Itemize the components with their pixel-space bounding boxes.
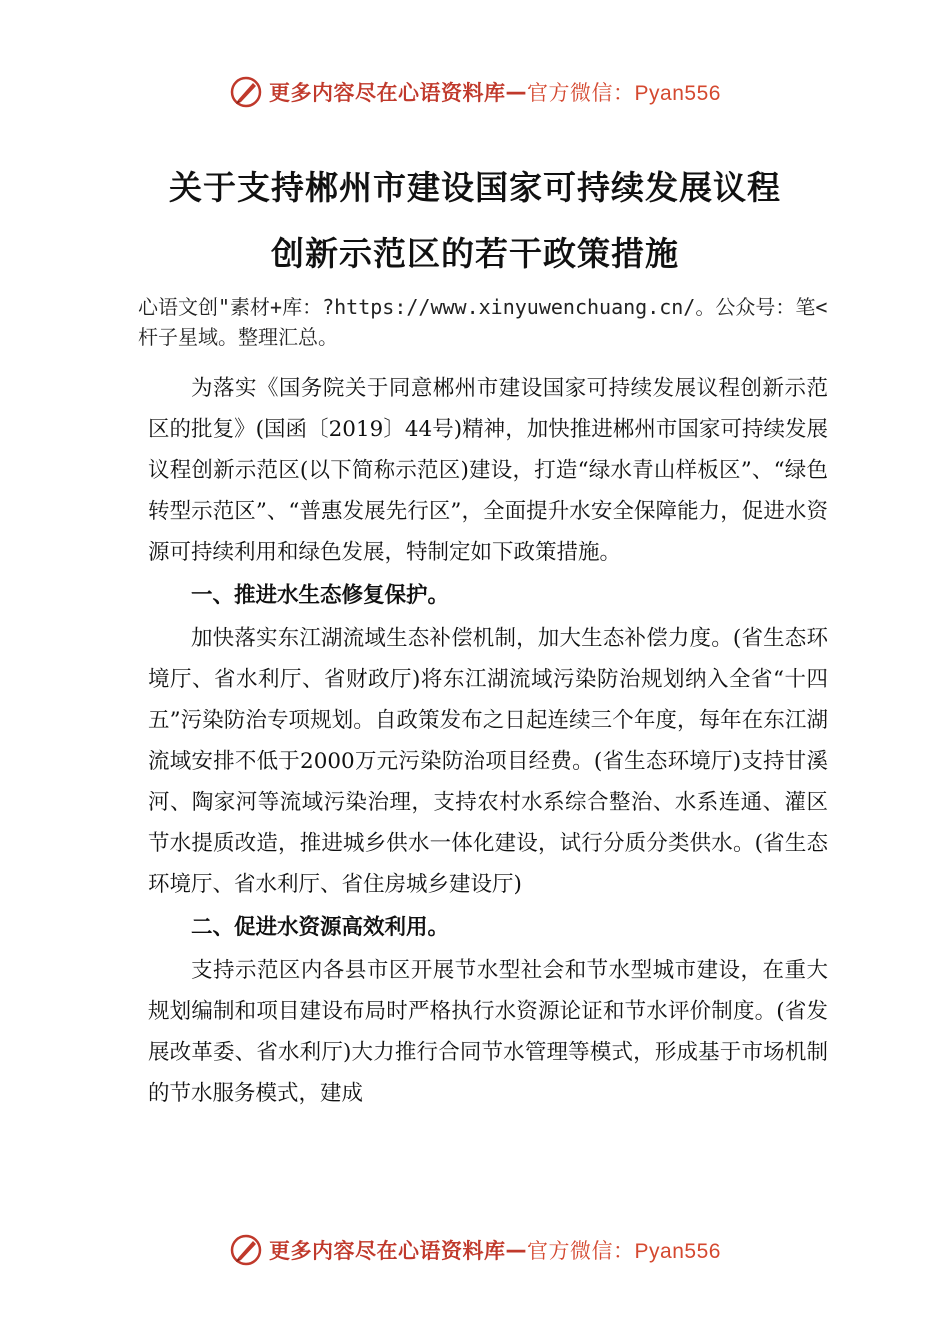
banner-contact-text: 官方微信：Pyan556 xyxy=(527,1240,721,1263)
section-1-paragraph: 加快落实东江湖流域生态补偿机制，加大生态补偿力度。(省生态环境厅、省水利厅、省财政厅)将东江湖流域污染防治规划纳入全省“十四五”污染防治专项规划。自政策发布之日起连续三个年度，每年在东江湖流域安排不低于2000万元污染防治项目经费。(省生态环境厅)支持甘溪河、陶家河等流域污染治理，支持农村水系综合整治、水系连通、灌区节水提质改造，推进城乡供水一体化建设，试行分质分类供水。(省生态环境厅、省水利厅、省住房城乡建设厅) xyxy=(148,626,828,897)
header-watermark-banner xyxy=(0,72,950,112)
banner-contact-text: 官方微信：Pyan556 xyxy=(527,82,721,105)
section-1-heading: 一、推进水生态修复保护。 xyxy=(191,583,450,608)
source-note: 心语文创"素材+库：?https://www.xinyuwenchuang.cn/。公众号：笔<杆子星域。整理汇总。 xyxy=(138,295,828,349)
section-2-heading: 二、促进水资源高效利用。 xyxy=(191,915,450,940)
banner-separator: — xyxy=(505,80,528,104)
banner-brand-text: 更多内容尽在心语资料库 xyxy=(269,1239,506,1263)
document-body xyxy=(148,368,828,1114)
pen-logo-icon xyxy=(229,1233,263,1267)
document-title-line-1: 关于支持郴州市建设国家可持续发展议程 xyxy=(169,168,781,207)
footer-watermark-banner xyxy=(0,1230,950,1270)
intro-paragraph: 为落实《国务院关于同意郴州市建设国家可持续发展议程创新示范区的批复》(国函〔2019〕44号)精神，加快推进郴州市国家可持续发展议程创新示范区(以下简称示范区)建设，打造“绿水青山样板区”、“绿色转型示范区”、“普惠发展先行区”，全面提升水安全保障能力，促进水资源可持续利用和绿色发展，特制定如下政策措施。 xyxy=(148,376,828,565)
pen-logo-icon xyxy=(229,75,263,109)
document-title-line-2: 创新示范区的若干政策措施 xyxy=(271,234,679,273)
banner-separator: — xyxy=(505,1238,528,1262)
banner-brand-text: 更多内容尽在心语资料库 xyxy=(269,81,506,105)
section-2-paragraph: 支持示范区内各县市区开展节水型社会和节水型城市建设，在重大规划编制和项目建设布局时严格执行水资源论证和节水评价制度。(省发展改革委、省水利厅)大力推行合同节水管理等模式，形成基于市场机制的节水服务模式，建成 xyxy=(148,958,828,1106)
